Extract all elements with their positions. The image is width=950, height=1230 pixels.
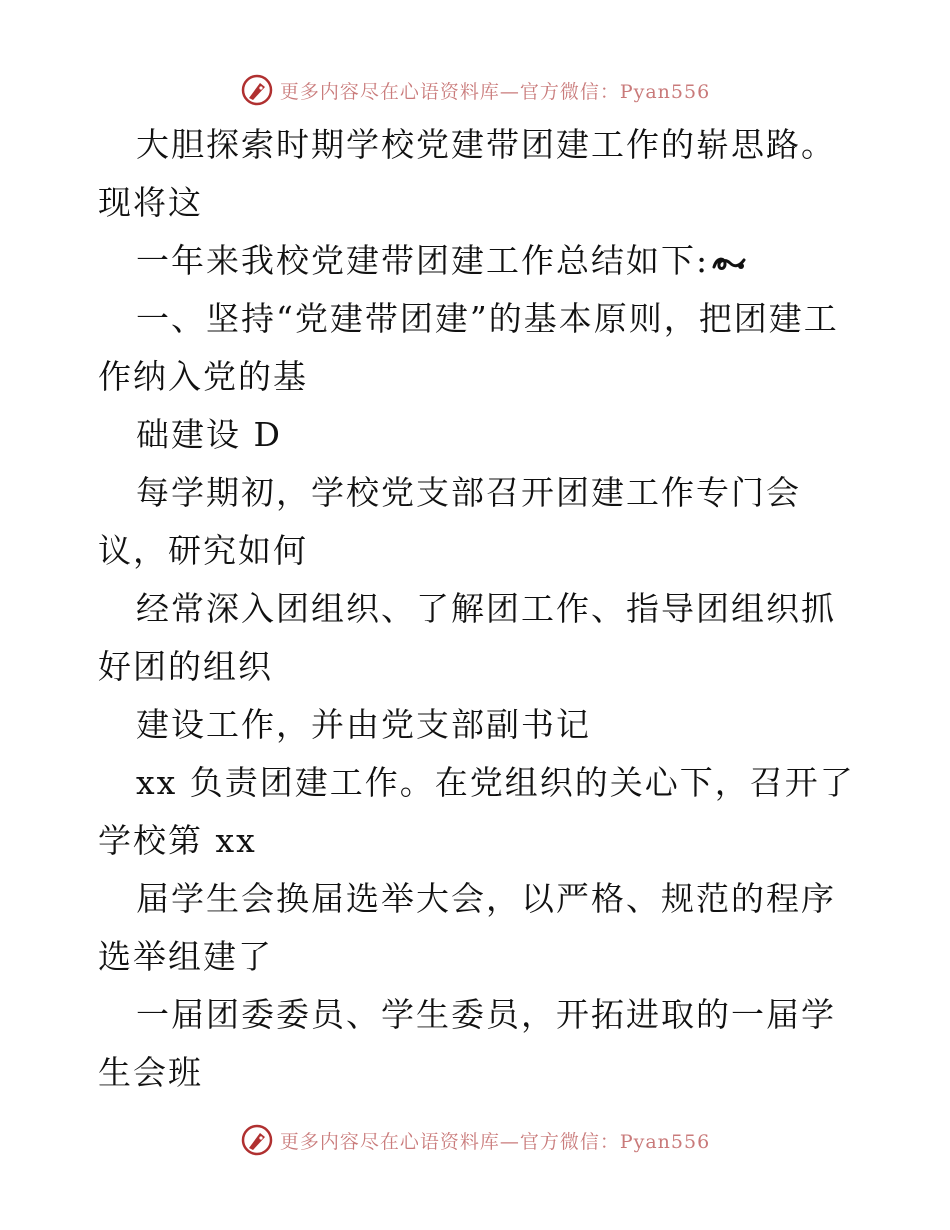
header-banner-text: 更多内容尽在心语资料库—官方微信：Pyan556 bbox=[279, 80, 711, 103]
pen-nib-logo-icon bbox=[240, 1123, 274, 1157]
pen-nib-logo-icon bbox=[240, 73, 274, 107]
paragraph: 每学期初，学校党支部召开团建工作专门会议，研究如何 bbox=[98, 473, 801, 570]
paragraph-text: 一年来我校党建带团建工作总结如下: bbox=[136, 241, 710, 280]
paragraph: 经常深入团组织、了解团工作、指导团组织抓好团的组织 bbox=[98, 589, 836, 686]
paragraph: 届学生会换届选举大会，以严格、规范的程序选举组建了 bbox=[98, 879, 836, 976]
paragraph: 一、坚持“党建带团建”的基本原则，把团建工作纳入党的基 bbox=[98, 299, 839, 396]
paragraph-with-flourish bbox=[98, 232, 858, 290]
flourish-ornament-icon bbox=[711, 251, 747, 275]
document-body bbox=[98, 116, 858, 1102]
paragraph: 建设工作，并由党支部副书记 bbox=[136, 705, 591, 744]
footer-banner bbox=[0, 1120, 950, 1160]
paragraph: xx 负责团建工作。在党组织的关心下，召开了学校第 xx bbox=[98, 763, 855, 860]
paragraph: 大胆探索时期学校党建带团建工作的崭思路。现将这 bbox=[98, 125, 836, 222]
footer-banner-text: 更多内容尽在心语资料库—官方微信：Pyan556 bbox=[279, 1130, 711, 1153]
header-banner bbox=[0, 70, 950, 110]
paragraph: 一届团委委员、学生委员，开拓进取的一届学生会班 bbox=[98, 995, 836, 1092]
paragraph: 础建设 D bbox=[136, 415, 282, 454]
